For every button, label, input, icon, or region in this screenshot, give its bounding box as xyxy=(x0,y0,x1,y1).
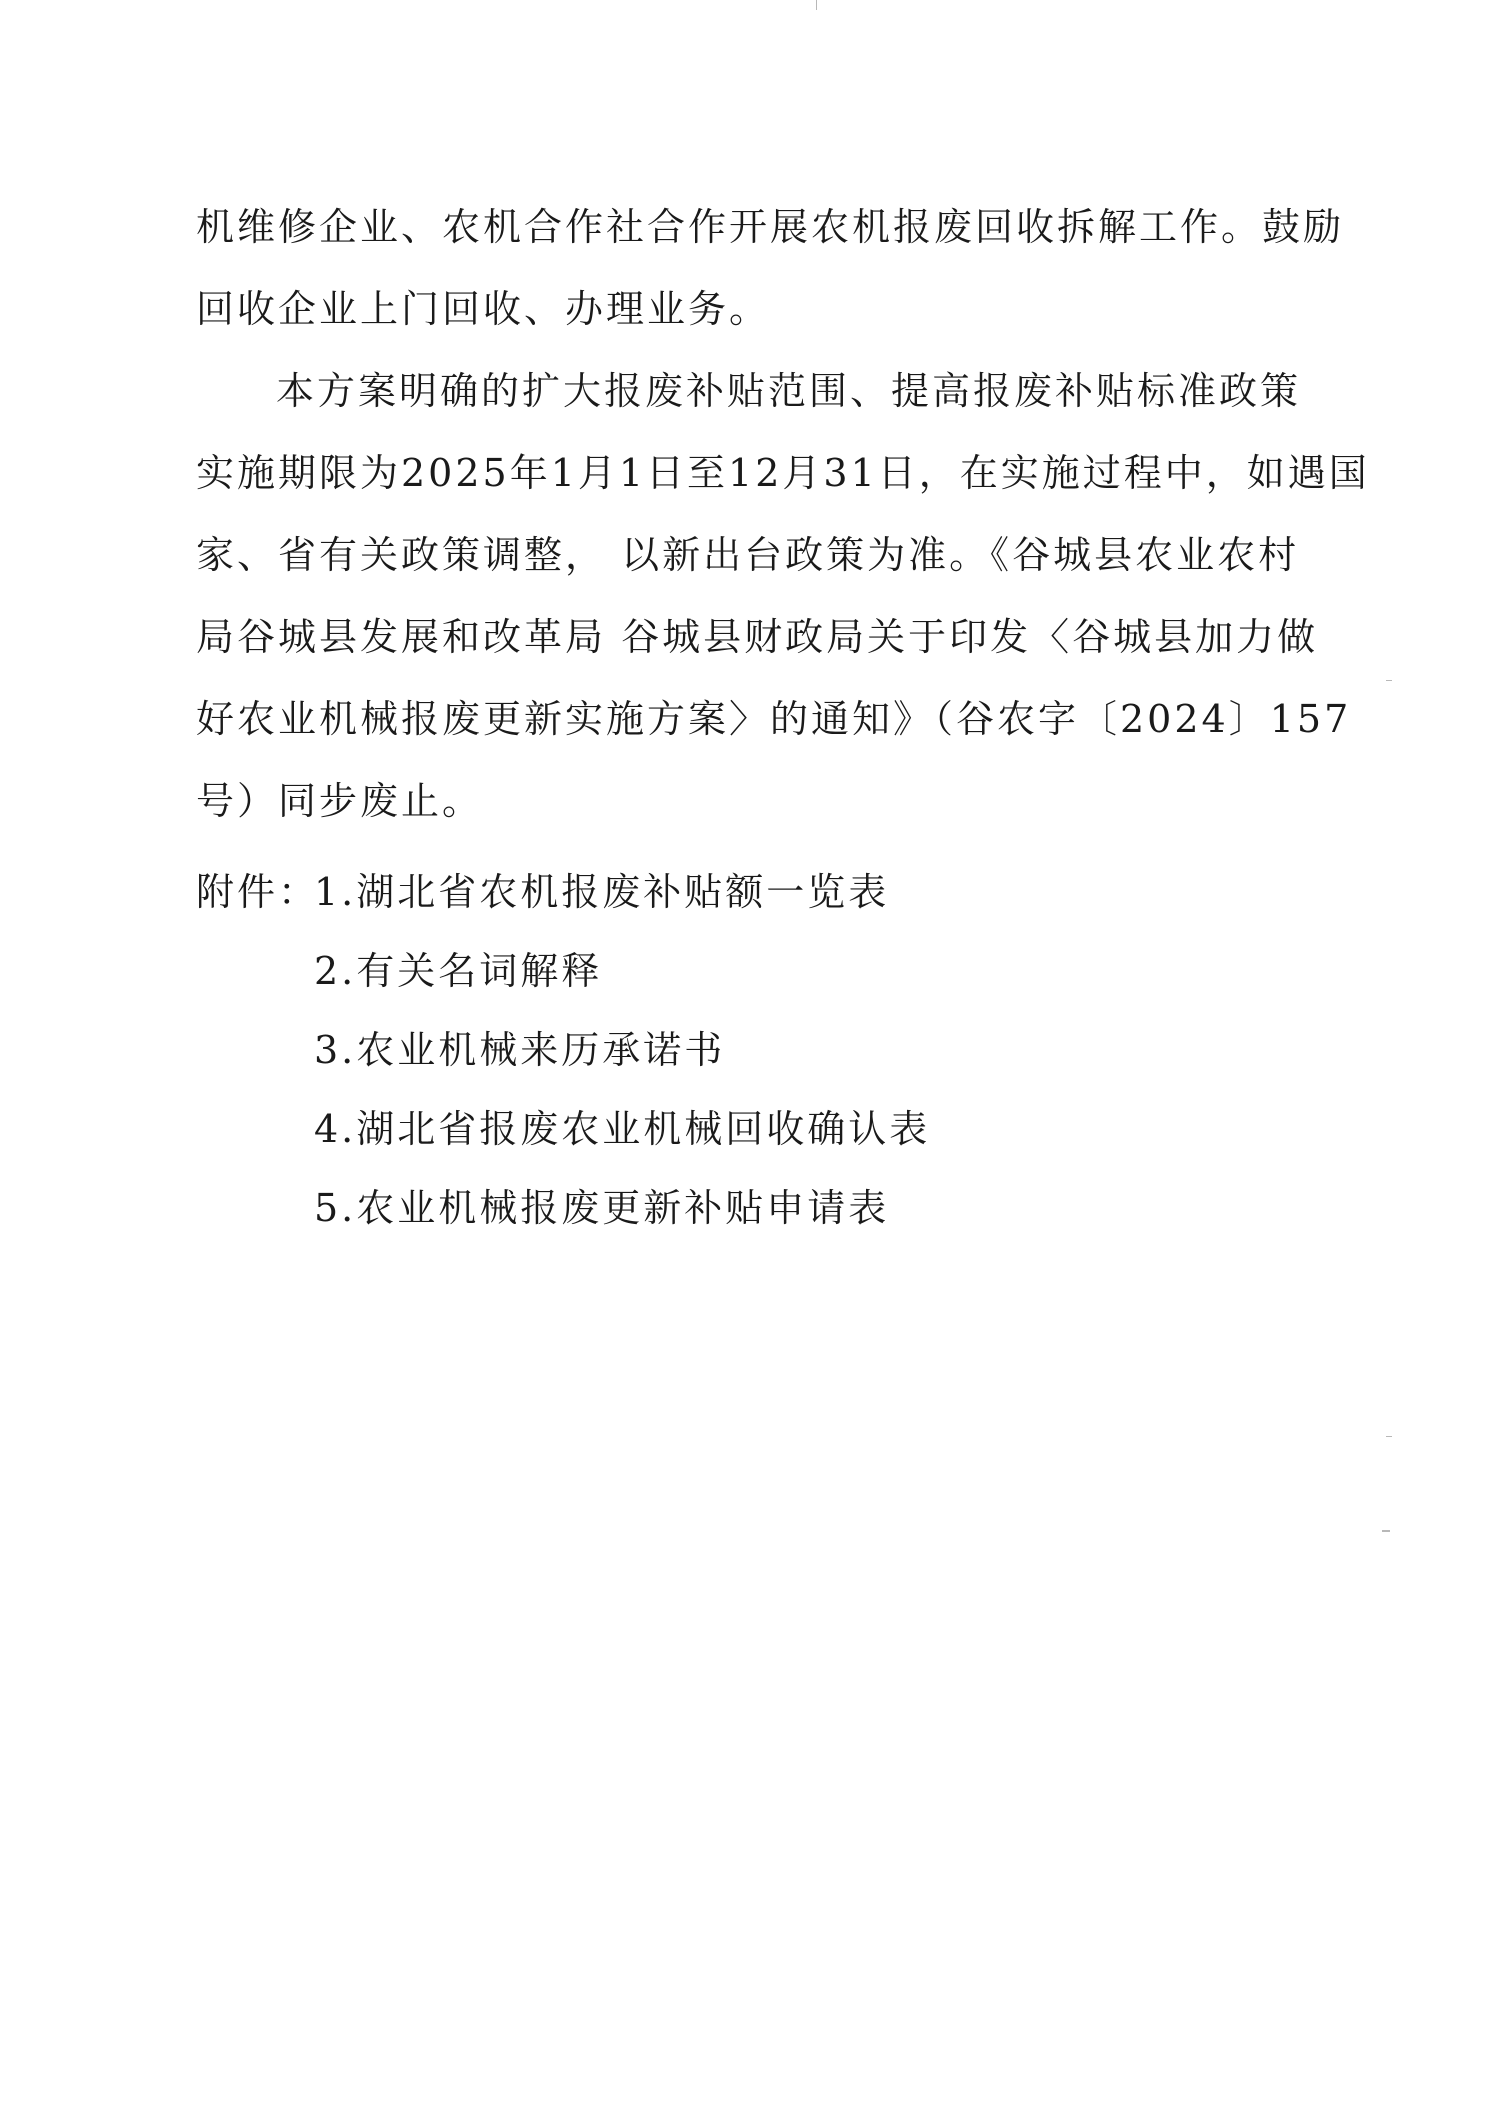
text-line: 家、省有关政策调整， 以新出台政策为准。《谷城县农业农村 xyxy=(196,533,1300,577)
attachments-label-spacer xyxy=(196,1090,314,1169)
text-line: 本方案明确的扩大报废补贴范围、提高报废补贴标准政策 xyxy=(276,369,1302,413)
paragraph-implementation-period xyxy=(196,350,1370,842)
body-text xyxy=(196,186,1370,842)
text-line: 机维修企业、农机合作社合作开展农机报废回收拆解工作。鼓励 xyxy=(196,205,1345,249)
attachment-item: 3.农业机械来历承诺书 xyxy=(314,1028,726,1072)
scan-mark-right-3 xyxy=(1382,1530,1390,1532)
attachments-label-spacer xyxy=(196,1169,314,1248)
attachment-row xyxy=(196,1169,1336,1248)
attachment-row xyxy=(196,853,1336,932)
attachment-item: 2.有关名词解释 xyxy=(314,949,603,993)
text-line: 号）同步废止。 xyxy=(196,779,484,823)
attachment-row xyxy=(196,932,1336,1011)
text-line: 好农业机械报废更新实施方案〉的通知》（谷农字〔2024〕157 xyxy=(196,697,1352,741)
text-line: 局谷城县发展和改革局 谷城县财政局关于印发〈谷城县加力做 xyxy=(196,615,1319,659)
paragraph-continuation xyxy=(196,186,1345,350)
attachments-label-spacer xyxy=(196,932,314,1011)
scan-mark-right-2 xyxy=(1386,1436,1392,1437)
attachment-item: 4.湖北省报废农业机械回收确认表 xyxy=(314,1107,931,1151)
attachment-item: 1.湖北省农机报废补贴额一览表 xyxy=(314,870,890,914)
attachment-row xyxy=(196,1011,1336,1090)
scan-mark-right-1 xyxy=(1386,680,1392,681)
attachments-list xyxy=(196,853,1336,1248)
attachments-label: 附件： xyxy=(196,870,320,914)
attachment-row xyxy=(196,1090,1336,1169)
attachment-item: 5.农业机械报废更新补贴申请表 xyxy=(314,1186,890,1230)
scan-mark-top xyxy=(816,0,817,10)
text-line: 回收企业上门回收、办理业务。 xyxy=(196,287,771,331)
text-line: 实施期限为2025年1月1日至12月31日，在实施过程中，如遇国 xyxy=(196,451,1370,495)
attachments-label-spacer xyxy=(196,1011,314,1090)
